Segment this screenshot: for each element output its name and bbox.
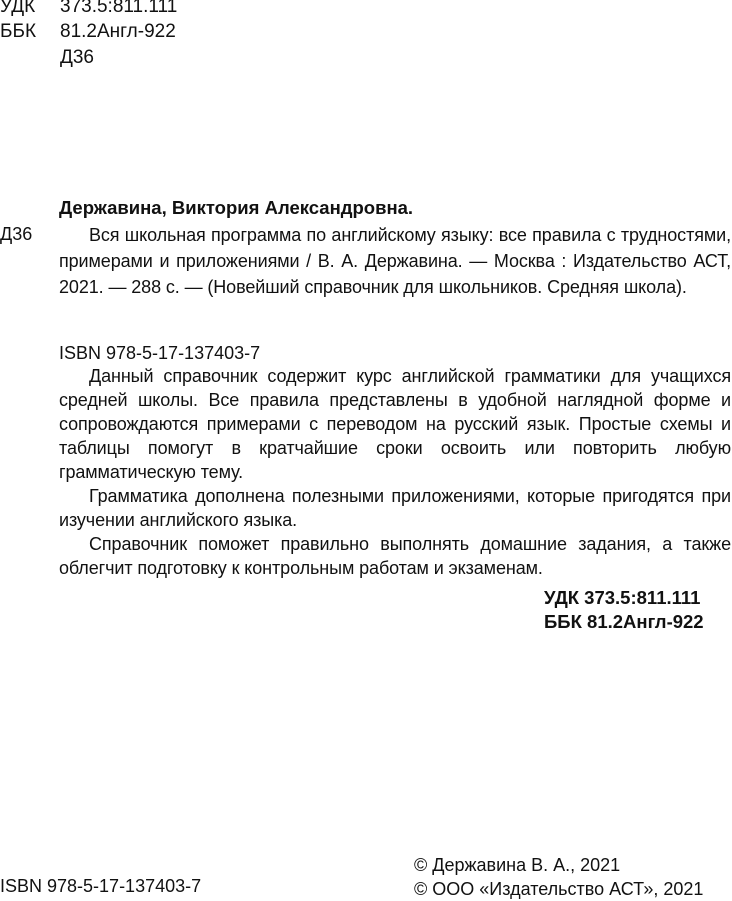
copyright-block <box>414 853 703 901</box>
annotation-paragraph-1: Данный справочник содержит курс английской грамматики для учащихся средней школы. Все правила представлены в удобной наглядной форме и сопровождаются примерами с переводом на русский язык. Простые схемы и таблицы помогут в кратчайшие сроки освоить или повторить любую грамматическую тему. <box>59 366 731 482</box>
bbk-value: 81.2Англ-922 <box>60 21 176 42</box>
isbn-record: ISBN 978-5-17-137403-7 <box>59 343 261 363</box>
udk-label: УДК <box>0 0 36 17</box>
udk-value: 373.5:811.111 <box>60 0 178 17</box>
annotation <box>59 364 731 580</box>
annotation-paragraph-2: Грамматика дополнена полезными приложениями, которые пригодятся при изучении английского языка. <box>59 486 731 530</box>
index-udk: УДК 373.5:811.111 <box>544 587 701 608</box>
author-heading: Державина, Виктория Александровна. <box>59 197 414 218</box>
cutter-code: Д36 <box>60 47 95 68</box>
annotation-paragraph-3: Справочник поможет правильно выполнять домашние задания, а также облегчит подготовку к контрольным работам и экзаменам. <box>59 534 731 578</box>
copyright-author: © Державина В. А., 2021 <box>414 855 621 875</box>
index-bbk: ББК 81.2Англ-922 <box>544 611 704 632</box>
cutter-mark: Д36 <box>0 224 33 244</box>
isbn-footer: ISBN 978-5-17-137403-7 <box>0 876 202 896</box>
copyright-publisher: © ООО «Издательство АСТ», 2021 <box>414 879 704 899</box>
index-codes <box>544 586 704 634</box>
bibliographic-description: Вся школьная программа по английскому языку: все правила с трудностями, примерами и приложениями / В. А. Державина. — Москва : Издательство АСТ, 2021. — 288 с. — (Новейший справочник для школьников. Средняя школа). <box>59 225 731 297</box>
bbk-label: ББК <box>0 21 37 42</box>
